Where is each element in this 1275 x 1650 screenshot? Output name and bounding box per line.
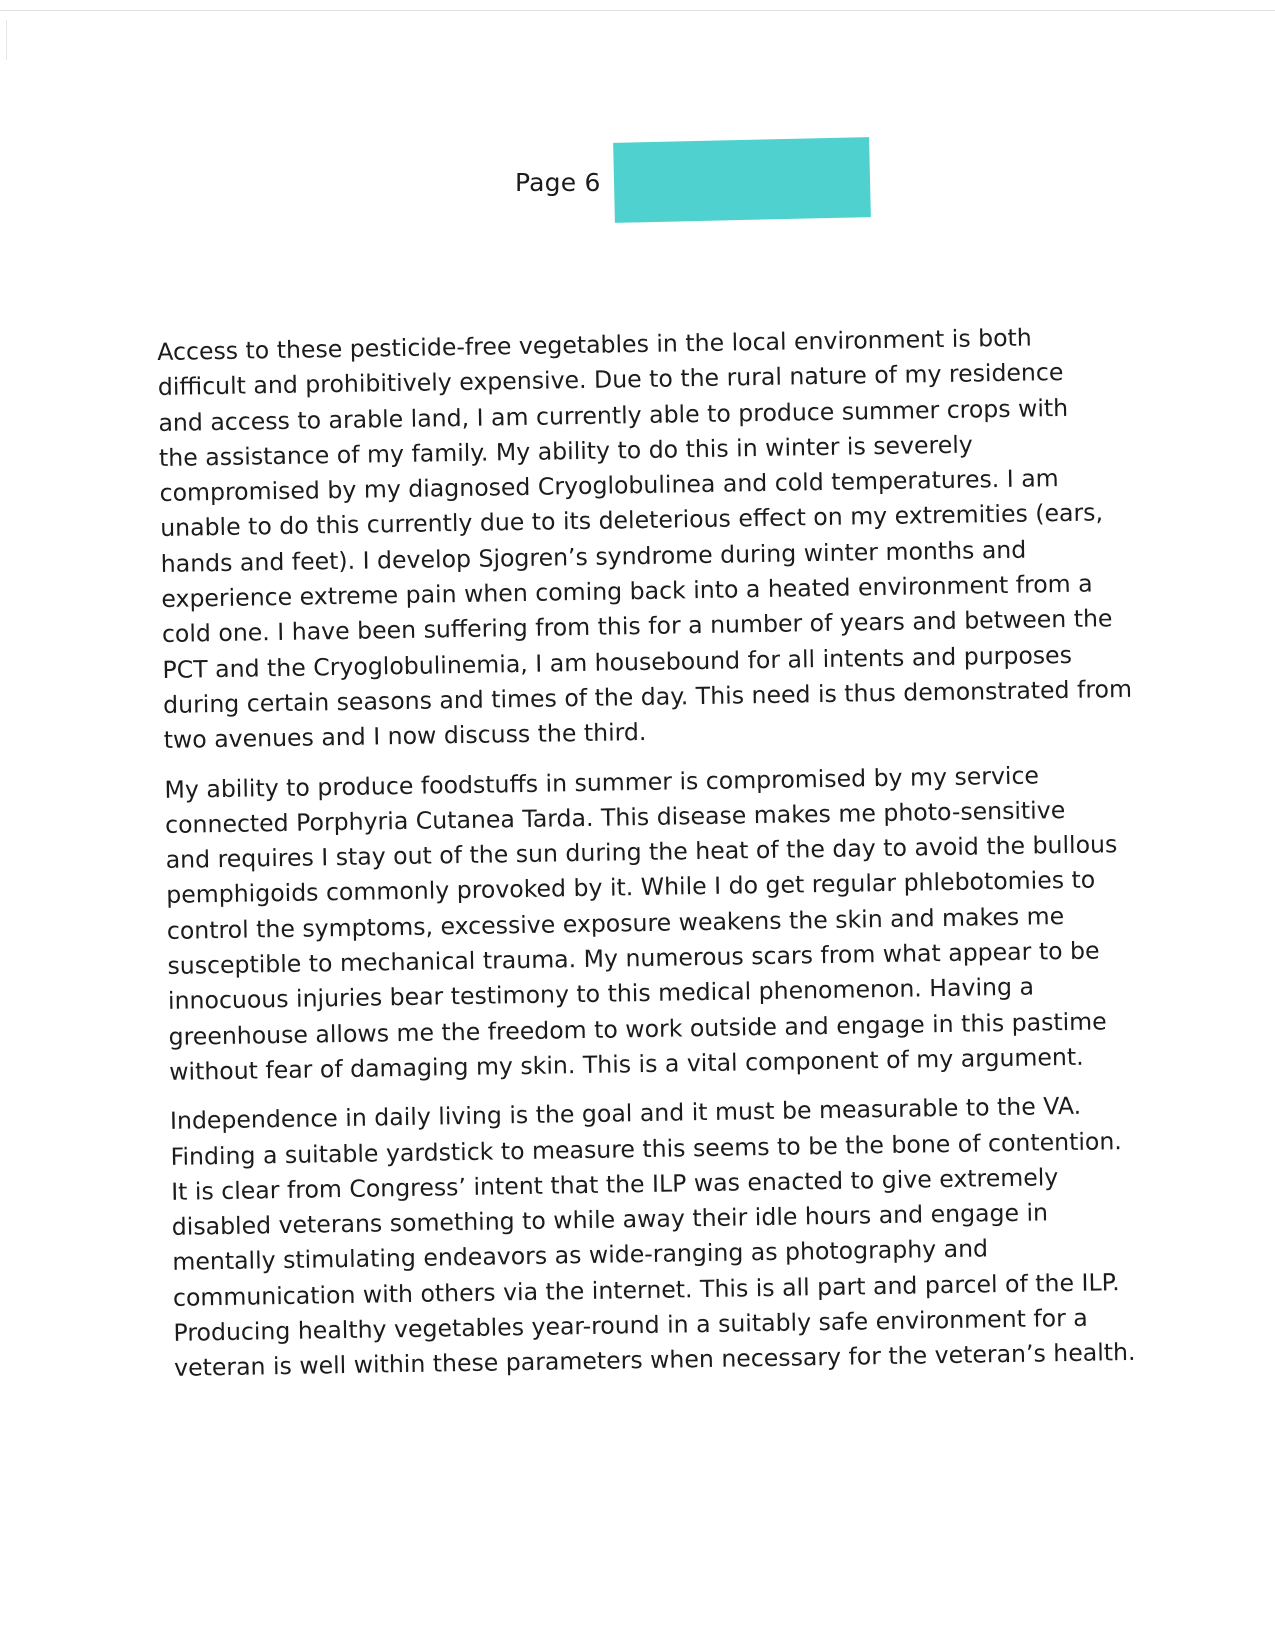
text-line: My ability to produce foodstuffs in summer is compromised by my service	[164, 761, 1040, 804]
paragraph-3	[170, 1088, 1150, 1387]
text-line: hands and feet). I develop Sjogren’s syndrome during winter months and	[160, 535, 1027, 578]
text-line: disabled veterans something to while away their idle hours and engage in	[171, 1198, 1049, 1242]
text-line: communication with others via the internet. This is all part and parcel of the ILP.	[172, 1267, 1120, 1312]
paragraph-2	[164, 756, 1144, 1090]
text-line: connected Porphyria Cutanea Tarda. This disease makes me photo-sensitive	[164, 795, 1066, 839]
text-line: two avenues and I now discuss the third.	[163, 718, 647, 755]
text-line: innocuous injuries bear testimony to this medical phenomenon. Having a	[167, 972, 1035, 1016]
scan-edge	[0, 10, 1275, 11]
text-line: susceptible to mechanical trauma. My numerous scars from what appear to be	[167, 936, 1100, 980]
text-line: It is clear from Congress’ intent that the ILP was enacted to give extremely	[170, 1163, 1059, 1206]
text-line: the assistance of my family. My ability to do this in winter is severely	[158, 430, 973, 472]
text-line: mentally stimulating endeavors as wide-ranging as photography and	[172, 1234, 989, 1277]
text-line: Access to these pesticide-free vegetables in the local environment is both	[157, 323, 1032, 366]
scan-edge-mark	[6, 20, 7, 60]
text-line: without fear of damaging my skin. This is a vital component of my argument.	[168, 1042, 1084, 1086]
text-line: difficult and prohibitively expensive. Due to the rural nature of my residence	[157, 358, 1064, 402]
letter-body	[157, 319, 1150, 1401]
text-line: pemphigoids commonly provoked by it. While I do get regular phlebotomies to	[166, 865, 1096, 910]
text-line: veteran is well within these parameters when necessary for the veteran’s health.	[173, 1338, 1136, 1383]
text-line: Independence in daily living is the goal and it must be measurable to the VA.	[169, 1092, 1082, 1136]
text-line: unable to do this currently due to its deleterious effect on my extremities (ears,	[159, 498, 1104, 543]
text-line: cold one. I have been suffering from this for a number of years and between the	[161, 604, 1113, 649]
paragraph-1	[157, 319, 1139, 759]
text-line: Finding a suitable yardstick to measure this seems to be the bone of contention.	[170, 1126, 1123, 1171]
text-line: Producing healthy vegetables year-round in a suitably safe environment for a	[173, 1303, 1088, 1347]
text-line: experience extreme pain when coming back into a heated environment from a	[161, 569, 1093, 614]
text-line: and requires I stay out of the sun during the heat of the day to avoid the bullous	[165, 830, 1118, 875]
text-line: control the symptoms, excessive exposure weakens the skin and makes me	[166, 901, 1065, 945]
redaction-box	[613, 137, 871, 223]
text-line: during certain seasons and times of the day. This need is thus demonstrated from	[162, 674, 1133, 719]
text-line: greenhouse allows me the freedom to work outside and engage in this pastime	[168, 1006, 1107, 1051]
text-line: PCT and the Cryoglobulinemia, I am housebound for all intents and purposes	[162, 640, 1073, 684]
text-line: compromised by my diagnosed Cryoglobulinea and cold temperatures. I am	[159, 464, 1059, 508]
text-line: and access to arable land, I am currently able to produce summer crops with	[158, 393, 1069, 437]
page-number: Page 6	[515, 168, 601, 197]
